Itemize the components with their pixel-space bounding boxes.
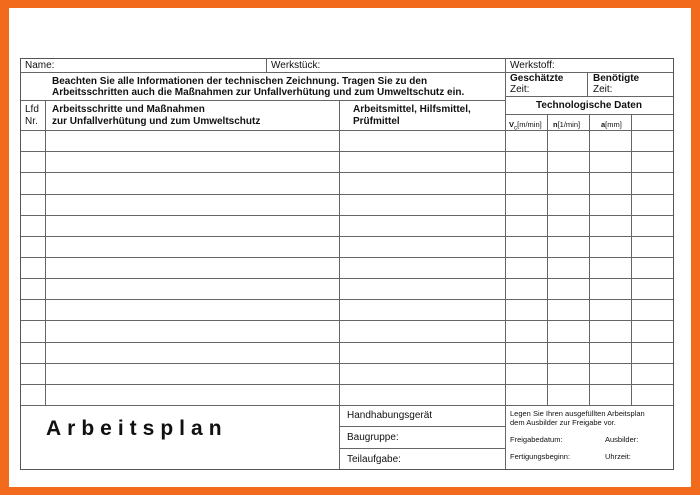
estimated-time-label: Geschätzte xyxy=(510,73,564,84)
steps-header-line-2: zur Unfallverhütung und zum Umweltschutz xyxy=(52,116,261,127)
steps-column-line xyxy=(339,100,340,405)
plan-title: Arbeitsplan xyxy=(46,417,228,440)
vc-column-line xyxy=(547,114,548,405)
ausbilder-label: Ausbilder: xyxy=(605,435,639,444)
freigabedatum-label: Freigabedatum: xyxy=(510,435,563,444)
table-row-line xyxy=(21,172,673,173)
footer-line-2 xyxy=(339,448,505,449)
release-note-line-1: Legen Sie Ihren ausgefüllten Arbeitsplan xyxy=(510,409,645,418)
table-row-line xyxy=(21,384,673,385)
table-grid xyxy=(21,59,673,469)
tools-header-line-2: Prüfmittel xyxy=(353,116,400,127)
work-plan-form xyxy=(20,58,674,470)
werkstoff-label: Werkstoff: xyxy=(510,60,555,71)
vc-header: $V_c[m/\min]$ xyxy=(509,120,542,132)
n-header: n[1/min] xyxy=(553,120,581,129)
fertigungsbeginn-label: Fertigungsbeginn: xyxy=(510,452,571,461)
n-column-line xyxy=(589,114,590,405)
teilaufgabe-label: Teilaufgabe: xyxy=(347,454,401,465)
handhabung-label: Handhabungsgerät xyxy=(347,410,433,421)
needed-time-label: Benötigte xyxy=(593,73,640,84)
table-row-line xyxy=(21,194,673,195)
tools-header-line-1: Arbeitsmittel, Hilfsmittel, xyxy=(353,104,471,115)
table-row-line xyxy=(21,236,673,237)
werkstueck-label: Werkstück: xyxy=(271,60,321,71)
name-label: Name: xyxy=(25,60,55,71)
needed-time-zeit: Zeit: xyxy=(593,84,613,95)
estimated-time-zeit: Zeit: xyxy=(510,84,530,95)
footer-line-1 xyxy=(339,426,505,427)
footer-divider-2 xyxy=(505,405,506,469)
nr-label: Nr. xyxy=(25,116,38,127)
table-row-line xyxy=(21,363,673,364)
table-row-line xyxy=(21,215,673,216)
table-row-line xyxy=(21,257,673,258)
technology-title: Technologische Daten xyxy=(536,100,642,111)
a-header: a[mm] xyxy=(601,120,622,129)
table-row-line xyxy=(21,342,673,343)
table-row-line xyxy=(21,299,673,300)
footer-divider-1 xyxy=(339,405,340,469)
table-row-line xyxy=(21,320,673,321)
lfd-column-line xyxy=(45,100,46,405)
a-column-line xyxy=(631,114,632,405)
release-note-line-2: dem Ausbilder zur Freigabe vor. xyxy=(510,418,616,427)
footer-top-line xyxy=(21,405,673,406)
table-row-line xyxy=(21,151,673,152)
lfd-label: Lfd xyxy=(25,104,39,115)
instruction-line-2: Arbeitsschritten auch die Maßnahmen zur Unfallverhütung und zum Umweltschutz ein. xyxy=(52,87,465,98)
instruction-line-1: Beachten Sie alle Informationen der technischen Zeichnung. Tragen Sie zu den xyxy=(52,76,428,87)
baugruppe-label: Baugruppe: xyxy=(347,432,399,443)
tools-column-line xyxy=(505,72,506,405)
uhrzeit-label: Uhrzeit: xyxy=(605,452,631,461)
steps-header-line-1: Arbeitsschritte und Maßnahmen xyxy=(52,104,205,115)
table-row-line xyxy=(21,278,673,279)
